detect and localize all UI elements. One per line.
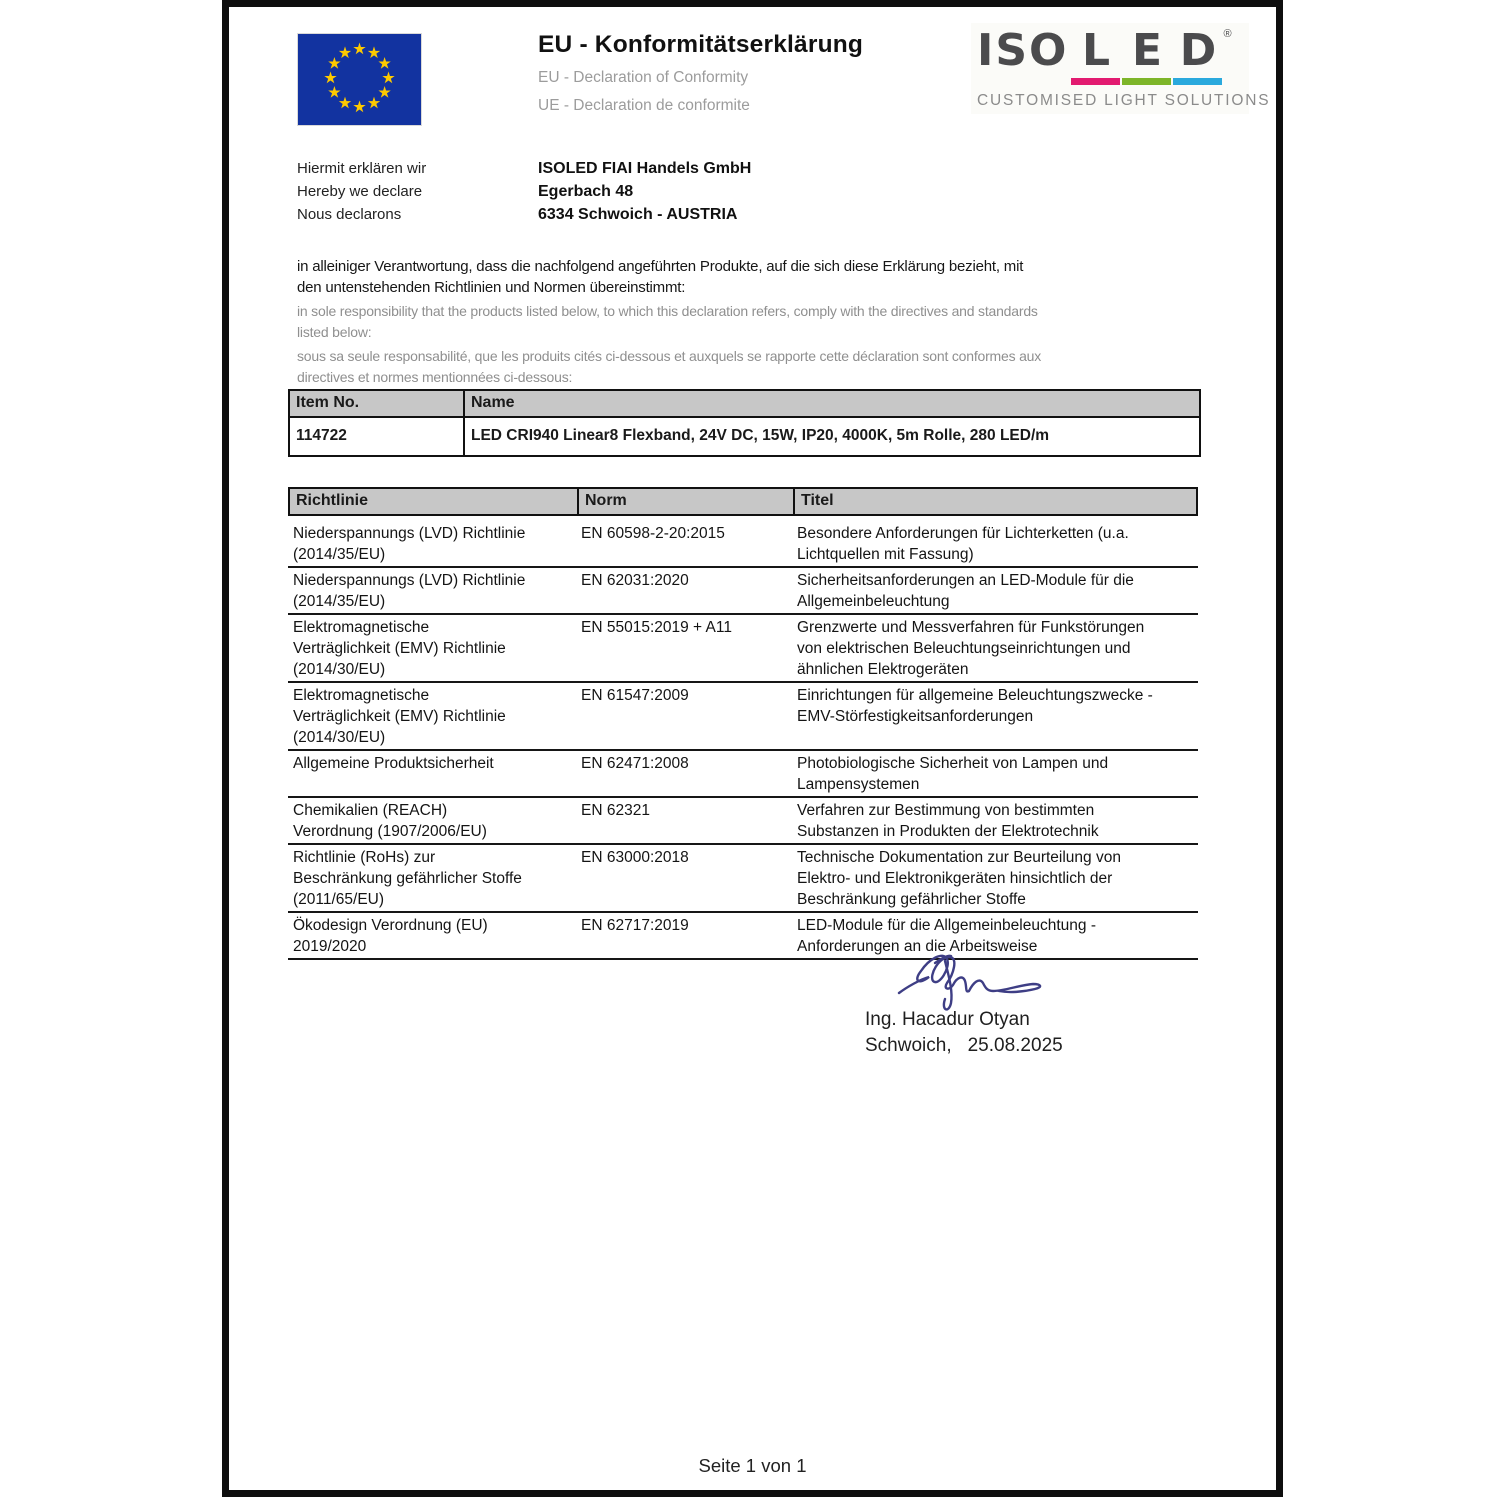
cell-richtlinie: Niederspannungs (LVD) Richtlinie (2014/35/EU) bbox=[293, 525, 526, 563]
cell-norm: EN 62471:2008 bbox=[581, 755, 689, 772]
cell-norm: EN 63000:2018 bbox=[581, 849, 689, 866]
page-title: EU - Konformitätserklärung bbox=[538, 31, 864, 58]
cell-richtlinie: Niederspannungs (LVD) Richtlinie (2014/35/EU) bbox=[293, 572, 526, 610]
standards-row bbox=[288, 683, 1198, 751]
logo-letter-l: L bbox=[1071, 29, 1120, 85]
cell-titel: Grenzwerte und Messverfahren für Funkstörungen von elektrischen Beleuchtungseinrichtungen und ähnlichen Elektrogeräten bbox=[797, 619, 1145, 678]
item-no-header: Item No. bbox=[290, 391, 465, 416]
standards-header-row bbox=[290, 489, 1196, 514]
logo-wordmark bbox=[977, 25, 1245, 85]
cell-norm: EN 62717:2019 bbox=[581, 917, 689, 934]
cell-norm: EN 62031:2020 bbox=[581, 572, 689, 589]
signature-date: 25.08.2025 bbox=[967, 1035, 1063, 1056]
cell-titel: Technische Dokumentation zur Beurteilung von Elektro- und Elektronikgeräten hinsichtlich der Beschränkung gefährlicher Stoffe bbox=[797, 849, 1121, 908]
cell-richtlinie: Richtlinie (RoHs) zur Beschränkung gefährlicher Stoffe (2011/65/EU) bbox=[293, 849, 522, 908]
statement-block bbox=[297, 256, 1041, 391]
standards-row bbox=[288, 615, 1198, 683]
product-name-value: LED CRI940 Linear8 Flexband, 24V DC, 15W, IP20, 4000K, 5m Rolle, 280 LED/m bbox=[471, 427, 1050, 444]
logo-iso-text: ISO bbox=[977, 25, 1069, 76]
signature-place: Schwoich, bbox=[865, 1035, 952, 1056]
cell-richtlinie: Elektromagnetische Verträglichkeit (EMV) Richtlinie (2014/30/EU) bbox=[293, 687, 506, 746]
cell-richtlinie: Allgemeine Produktsicherheit bbox=[293, 755, 494, 772]
cell-norm: EN 60598-2-20:2015 bbox=[581, 525, 725, 542]
isoled-logo bbox=[971, 23, 1271, 114]
product-table bbox=[288, 389, 1201, 457]
product-row bbox=[290, 418, 1199, 455]
cell-norm: EN 55015:2019 + A11 bbox=[581, 619, 732, 636]
item-no-value: 114722 bbox=[290, 418, 465, 455]
cell-norm: EN 61547:2009 bbox=[581, 687, 689, 704]
standards-row bbox=[288, 568, 1198, 615]
standards-table-body bbox=[288, 521, 1198, 960]
logo-tagline: CUSTOMISED LIGHT SOLUTIONS bbox=[977, 92, 1271, 109]
eu-flag bbox=[297, 33, 420, 124]
standards-row bbox=[288, 521, 1198, 568]
subtitle-en: EU - Declaration of Conformity bbox=[538, 69, 749, 86]
standards-row bbox=[288, 798, 1198, 845]
registered-mark: ® bbox=[1223, 28, 1232, 40]
standards-row bbox=[288, 751, 1198, 798]
cell-richtlinie: Elektromagnetische Verträglichkeit (EMV) Richtlinie (2014/30/EU) bbox=[293, 619, 506, 678]
cell-titel: Sicherheitsanforderungen an LED-Module für die Allgemeinbeleuchtung bbox=[797, 572, 1134, 610]
logo-letter-d: D bbox=[1173, 29, 1222, 85]
logo-letter-e: E bbox=[1122, 29, 1171, 85]
statement-de: in alleiniger Verantwortung, dass die nachfolgend angeführten Produkte, auf die sich diese Erklärung bezieht, mit den untenstehenden Richtlinien und Normen übereinstimmt: bbox=[297, 258, 1024, 296]
standards-table-header bbox=[288, 487, 1198, 516]
cell-titel: Einrichtungen für allgemeine Beleuchtungszwecke - EMV-Störfestigkeitsanforderungen bbox=[797, 687, 1153, 725]
product-table-header bbox=[290, 391, 1199, 418]
titel-header: Titel bbox=[801, 492, 834, 509]
cell-titel: Besondere Anforderungen für Lichterketten (u.a. Lichtquellen mit Fassung) bbox=[797, 525, 1129, 563]
standards-row bbox=[288, 845, 1198, 913]
eu-flag-image bbox=[297, 33, 422, 126]
cell-titel: Photobiologische Sicherheit von Lampen und Lampensystemen bbox=[797, 755, 1109, 793]
subtitle-fr: UE - Declaration de conformite bbox=[538, 97, 750, 114]
statement-fr: sous sa seule responsabilité, que les produits cités ci-dessous et auxquels se rapporte cette déclaration sont conformes aux directives et normes mentionnées ci-dessous: bbox=[297, 348, 1042, 385]
name-header: Name bbox=[471, 394, 515, 411]
signatory-name: Ing. Hacadur Otyan bbox=[865, 1009, 1030, 1030]
declaration-labels: Hiermit erklären wir Hereby we declare Nous declarons bbox=[297, 160, 427, 223]
statement-en: in sole responsibility that the products listed below, to which this declaration refers, comply with the directives and standards listed below: bbox=[297, 303, 1038, 340]
cell-richtlinie: Ökodesign Verordnung (EU) 2019/2020 bbox=[293, 917, 488, 955]
richtlinie-header: Richtlinie bbox=[290, 489, 579, 514]
cell-titel: Verfahren zur Bestimmung von bestimmten Substanzen in Produkten der Elektrotechnik bbox=[797, 802, 1099, 840]
signature-place-date bbox=[865, 1034, 1063, 1058]
norm-header: Norm bbox=[579, 489, 795, 514]
cell-norm: EN 62321 bbox=[581, 802, 650, 819]
page-footer: Seite 1 von 1 bbox=[698, 1455, 807, 1476]
document-page bbox=[222, 0, 1283, 1497]
company-address: ISOLED FIAI Handels GmbH Egerbach 48 6334 Schwoich - AUSTRIA bbox=[538, 160, 752, 223]
cell-titel: LED-Module für die Allgemeinbeleuchtung - Anforderungen an die Arbeitsweise bbox=[797, 917, 1096, 955]
cell-richtlinie: Chemikalien (REACH) Verordnung (1907/2006/EU) bbox=[293, 802, 487, 840]
